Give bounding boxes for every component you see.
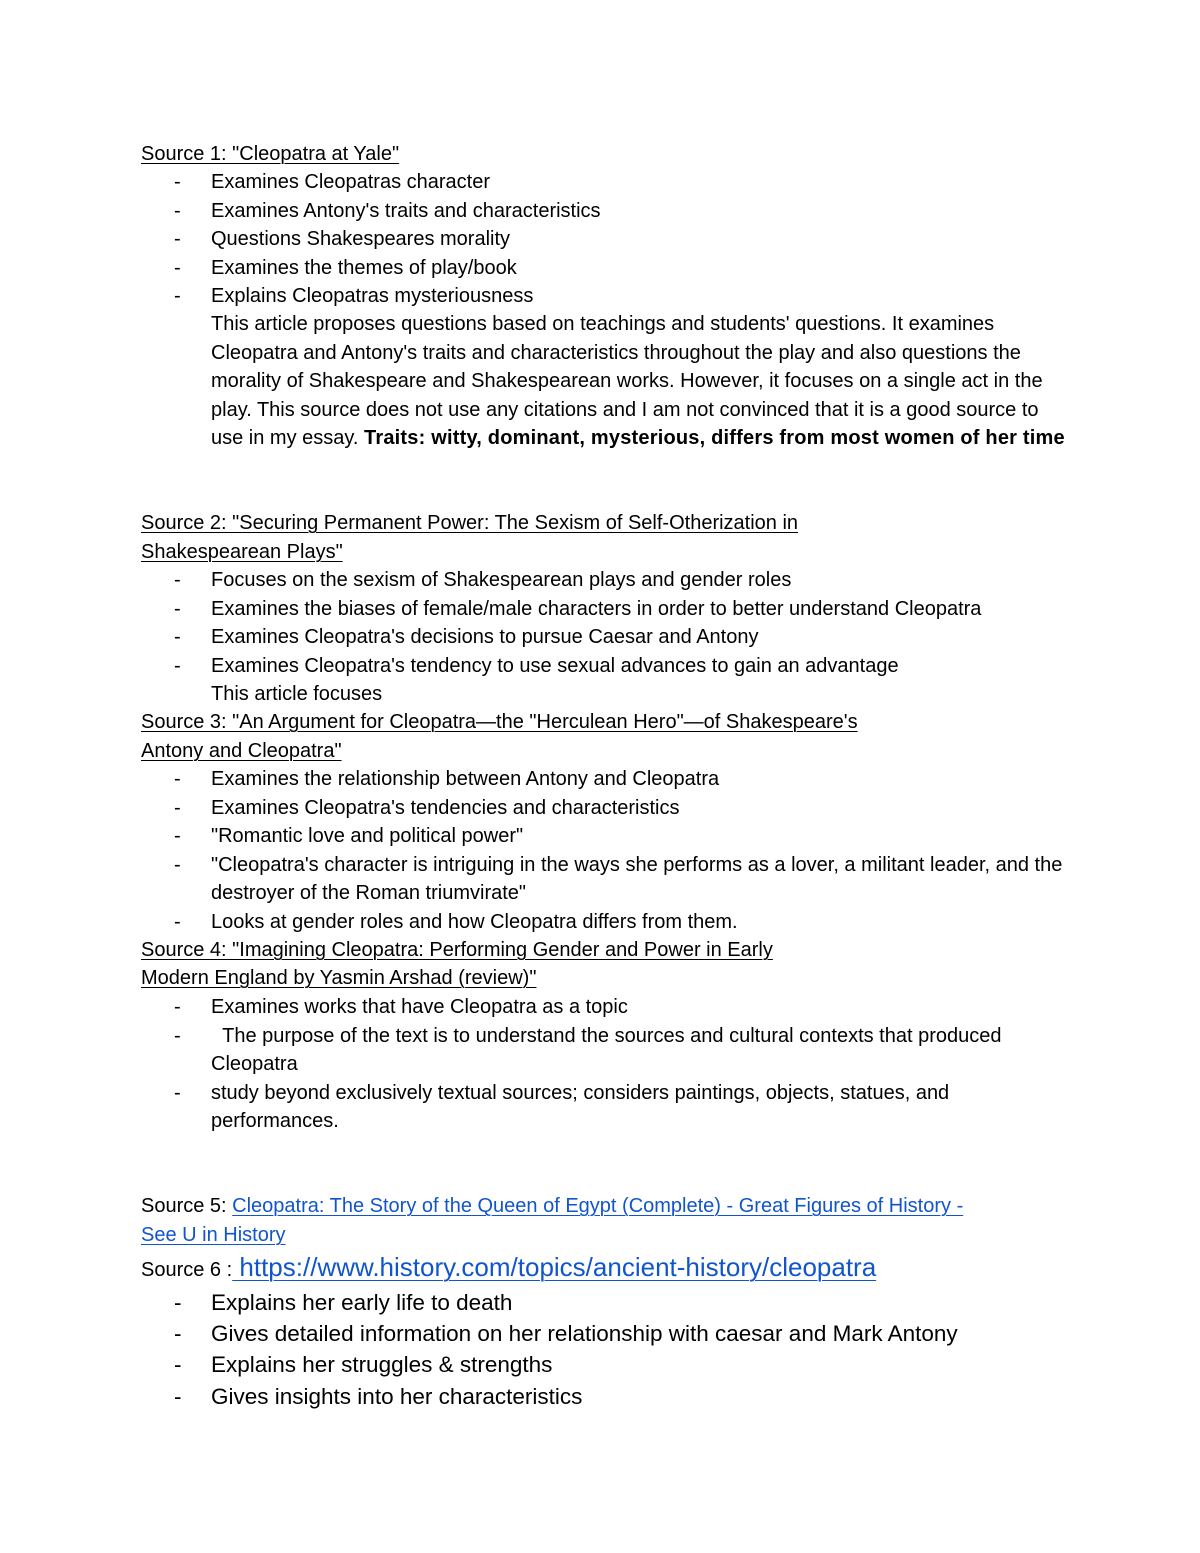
source-5-link[interactable]: Cleopatra: The Story of the Queen of Egypt (Complete) - Great Figures of History -	[232, 1195, 964, 1217]
list-item: - Questions Shakespeares morality	[0, 225, 1081, 254]
list-item: - Focuses on the sexism of Shakespearean plays and gender roles	[0, 566, 1081, 595]
source-2-list	[0, 566, 1081, 680]
list-item: - Examines works that have Cleopatra as a topic	[0, 993, 1081, 1022]
list-item: - "Romantic love and political power"	[0, 822, 1081, 851]
source-1-heading: Source 1: "Cleopatra at Yale"	[141, 143, 400, 165]
source-6-label: Source 6 :	[141, 1259, 233, 1281]
source-5-link-continued	[141, 1221, 286, 1250]
list-item: - The purpose of the text is to understand the sources and cultural contexts that produced Cleopatra	[0, 1022, 1081, 1079]
source-1-list	[0, 168, 1081, 311]
bullet-dash: -	[174, 1081, 181, 1104]
source-5-link-line2[interactable]: See U in History	[141, 1224, 286, 1246]
bullet-dash: -	[174, 228, 181, 250]
list-item: - Gives insights into her characteristics	[0, 1381, 1081, 1412]
source-2-heading-line1: Source 2: "Securing Permanent Power: The Sexism of Self-Otherization in	[141, 512, 799, 534]
list-item: - Examines Cleopatra's tendencies and characteristics	[0, 794, 1081, 823]
bullet-dash: -	[174, 597, 181, 620]
source-5-heading	[141, 1192, 963, 1221]
bullet-dash: -	[174, 285, 181, 307]
list-item: - Examines Cleopatra's decisions to pursue Caesar and Antony	[0, 623, 1081, 652]
list-item: - Examines the themes of play/book	[0, 254, 1081, 283]
bullet-dash: -	[174, 1024, 181, 1047]
source-4-list	[0, 993, 1081, 1136]
bullet-dash: -	[174, 1383, 182, 1409]
bullet-dash: -	[174, 569, 181, 591]
bullet-dash: -	[174, 626, 181, 648]
list-item: - study beyond exclusively textual sources; considers paintings, objects, statues, and performances.	[0, 1079, 1081, 1136]
source-3-list	[0, 765, 1081, 936]
bullet-dash: -	[174, 199, 181, 222]
bullet-dash: -	[174, 1321, 182, 1347]
list-item: - Examines the relationship between Antony and Cleopatra	[0, 765, 1081, 794]
source-1-summary	[211, 310, 1071, 453]
source-4-heading-line2: Modern England by Yasmin Arshad (review)"	[141, 967, 537, 989]
source-2-heading-line2: Shakespearean Plays"	[141, 541, 343, 563]
bullet-dash: -	[174, 1290, 182, 1315]
bullet-dash: -	[174, 910, 181, 933]
list-item: - Gives detailed information on her relationship with caesar and Mark Antony	[0, 1318, 1081, 1349]
bullet-dash: -	[174, 768, 181, 790]
source-6-link[interactable]: https://www.history.com/topics/ancient-history/cleopatra	[232, 1252, 877, 1282]
bullet-dash: -	[174, 171, 181, 193]
source-1-summary-text: This article proposes questions based on teachings and students' questions. It examines Cleopatra and Antony's traits and characteristics throughout the play and also questions the morality of Shakespeare and Shakespearean works. However, it focuses on a single act in the play. This source does not use any citations and I am not convinced that it is a good source to use in my essay.	[211, 313, 1043, 449]
bullet-dash: -	[174, 256, 181, 279]
source-6-list	[0, 1287, 1081, 1412]
list-item: - Examines Cleopatra's tendency to use sexual advances to gain an advantage	[0, 652, 1081, 681]
source-2-summary: This article focuses	[211, 683, 383, 705]
bullet-dash: -	[174, 1352, 182, 1378]
bullet-dash: -	[174, 654, 181, 677]
list-item: - "Cleopatra's character is intriguing in the ways she performs as a lover, a militant leader, and the destroyer of the Roman triumvirate"	[0, 851, 1081, 908]
list-item: - Explains her early life to death	[0, 1287, 1081, 1318]
list-item: - Examines Cleopatras character	[0, 168, 1081, 197]
list-item: - Examines the biases of female/male characters in order to better understand Cleopatra	[0, 595, 1081, 624]
list-item: - Examines Antony's traits and characteristics	[0, 197, 1081, 226]
source-3-heading-line2: Antony and Cleopatra"	[141, 740, 342, 762]
source-3-heading-line1: Source 3: "An Argument for Cleopatra—the "Herculean Hero"—of Shakespeare's	[141, 711, 858, 733]
bullet-dash: -	[174, 996, 181, 1018]
source-6-heading	[141, 1250, 876, 1287]
source-5-label: Source 5:	[141, 1195, 233, 1217]
bullet-dash: -	[174, 825, 181, 847]
list-item: - Explains her struggles & strengths	[0, 1349, 1081, 1380]
bullet-dash: -	[174, 796, 181, 819]
bullet-dash: -	[174, 853, 181, 876]
list-item: - Looks at gender roles and how Cleopatra differs from them.	[0, 908, 1081, 937]
source-4-heading-line1: Source 4: "Imagining Cleopatra: Performing Gender and Power in Early	[141, 939, 773, 961]
source-1-traits: Traits: witty, dominant, mysterious, differs from most women of her time	[364, 427, 1065, 449]
list-item: - Explains Cleopatras mysteriousness	[0, 282, 1081, 311]
